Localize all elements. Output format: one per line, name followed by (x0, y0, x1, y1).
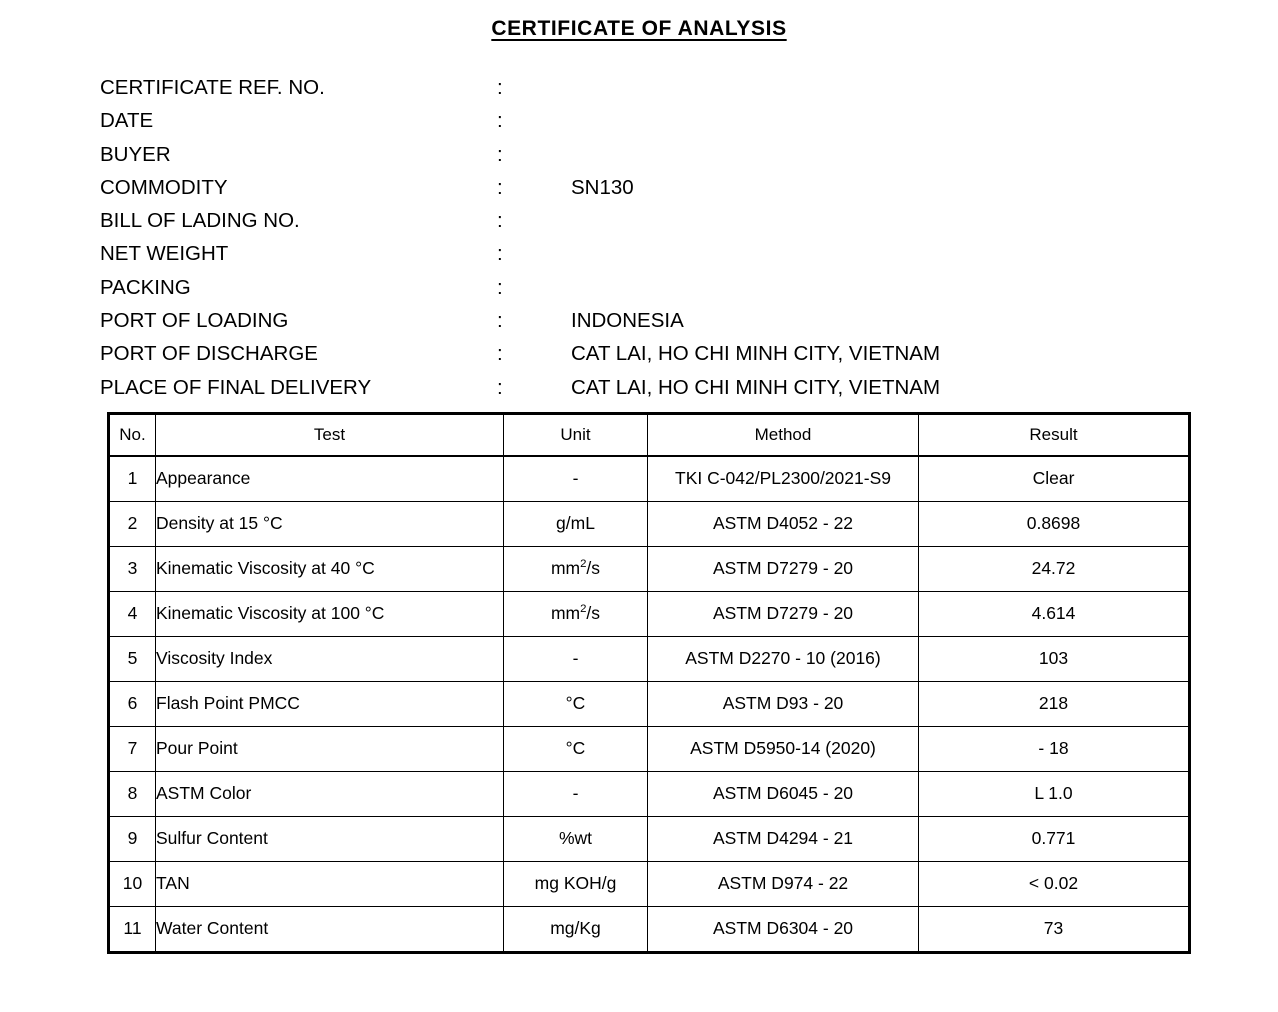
cell-no: 8 (109, 771, 156, 816)
cell-method: ASTM D93 - 20 (648, 681, 919, 726)
table-header-row (109, 413, 1190, 456)
header-field-label: PACKING (100, 275, 191, 299)
table-row (109, 546, 1190, 591)
results-table (107, 412, 1191, 954)
cell-test: Sulfur Content (156, 816, 504, 861)
cell-no: 11 (109, 906, 156, 952)
column-header: Result (919, 413, 1190, 456)
cell-unit: - (504, 456, 648, 502)
cell-result: 24.72 (919, 546, 1190, 591)
header-field-row (100, 204, 1278, 237)
cell-result: - 18 (919, 726, 1190, 771)
header-field-row (100, 304, 1278, 337)
header-field-label: BILL OF LADING NO. (100, 209, 300, 233)
cell-unit: g/mL (504, 501, 648, 546)
table-row (109, 816, 1190, 861)
cell-result: 0.771 (919, 816, 1190, 861)
table-row (109, 861, 1190, 906)
cell-method: ASTM D6304 - 20 (648, 906, 919, 952)
cell-method: ASTM D2270 - 10 (2016) (648, 636, 919, 681)
cell-unit: °C (504, 681, 648, 726)
cell-test: Flash Point PMCC (156, 681, 504, 726)
cell-method: ASTM D4052 - 22 (648, 501, 919, 546)
header-field-row (100, 138, 1278, 171)
cell-method: ASTM D4294 - 21 (648, 816, 919, 861)
cell-no: 4 (109, 591, 156, 636)
header-field-separator: : (497, 275, 503, 299)
table-row (109, 771, 1190, 816)
cell-result: 218 (919, 681, 1190, 726)
header-field-value: SN130 (571, 175, 634, 199)
cell-unit: °C (504, 726, 648, 771)
cell-no: 10 (109, 861, 156, 906)
header-field-label: DATE (100, 109, 154, 133)
cell-result: 73 (919, 906, 1190, 952)
column-header: Method (648, 413, 919, 456)
header-field-row (100, 337, 1278, 370)
column-header: Unit (504, 413, 648, 456)
column-header: No. (109, 413, 156, 456)
header-field-row (100, 237, 1278, 270)
table-row (109, 906, 1190, 952)
cell-result: L 1.0 (919, 771, 1190, 816)
header-field-row (100, 371, 1278, 404)
cell-result: < 0.02 (919, 861, 1190, 906)
header-field-label: PORT OF DISCHARGE (100, 342, 318, 366)
header-field-separator: : (497, 375, 503, 399)
header-field-separator: : (497, 142, 503, 166)
cell-no: 3 (109, 546, 156, 591)
cell-unit: %wt (504, 816, 648, 861)
cell-no: 5 (109, 636, 156, 681)
header-field-separator: : (497, 309, 503, 333)
cell-unit: $mm^2/s$ (504, 591, 648, 636)
cell-test: ASTM Color (156, 771, 504, 816)
cell-unit: mg KOH/g (504, 861, 648, 906)
cell-test: Appearance (156, 456, 504, 502)
certificate-header-fields (0, 71, 1278, 404)
cell-test: Kinematic Viscosity at 100 °C (156, 591, 504, 636)
table-row (109, 591, 1190, 636)
cell-result: 0.8698 (919, 501, 1190, 546)
header-field-value: CAT LAI, HO CHI MINH CITY, VIETNAM (571, 375, 941, 399)
cell-unit: - (504, 771, 648, 816)
column-header: Test (156, 413, 504, 456)
cell-method: ASTM D6045 - 20 (648, 771, 919, 816)
header-field-value: INDONESIA (571, 309, 684, 333)
header-field-label: BUYER (100, 142, 171, 166)
results-table-body (109, 456, 1190, 953)
page-title: CERTIFICATE OF ANALYSIS (491, 17, 787, 40)
table-row (109, 501, 1190, 546)
cell-unit: $mm^2/s$ (504, 546, 648, 591)
table-row (109, 636, 1190, 681)
cell-result: 103 (919, 636, 1190, 681)
cell-no: 2 (109, 501, 156, 546)
header-field-label: PORT OF LOADING (100, 309, 289, 333)
results-table-head (109, 413, 1190, 456)
header-field-label: CERTIFICATE REF. NO. (100, 76, 325, 99)
cell-test: Viscosity Index (156, 636, 504, 681)
cell-no: 7 (109, 726, 156, 771)
cell-method: ASTM D974 - 22 (648, 861, 919, 906)
cell-result: 4.614 (919, 591, 1190, 636)
header-field-separator: : (497, 76, 503, 99)
table-row (109, 726, 1190, 771)
header-field-separator: : (497, 175, 503, 199)
header-field-row (100, 71, 1278, 104)
header-field-row (100, 171, 1278, 204)
header-field-value: CAT LAI, HO CHI MINH CITY, VIETNAM (571, 342, 941, 366)
header-field-row (100, 271, 1278, 304)
cell-test: TAN (156, 861, 504, 906)
cell-test: Pour Point (156, 726, 504, 771)
cell-result: Clear (919, 456, 1190, 502)
header-field-label: PLACE OF FINAL DELIVERY (100, 375, 372, 399)
cell-test: Water Content (156, 906, 504, 952)
header-field-label: COMMODITY (100, 175, 228, 199)
header-field-separator: : (497, 109, 503, 133)
header-field-row (100, 104, 1278, 137)
results-table-container (0, 412, 1278, 954)
header-field-separator: : (497, 242, 503, 266)
table-row (109, 681, 1190, 726)
cell-test: Kinematic Viscosity at 40 °C (156, 546, 504, 591)
header-field-separator: : (497, 209, 503, 233)
cell-method: ASTM D7279 - 20 (648, 591, 919, 636)
table-row (109, 456, 1190, 502)
cell-unit: - (504, 636, 648, 681)
cell-test: Density at 15 °C (156, 501, 504, 546)
cell-no: 6 (109, 681, 156, 726)
cell-method: ASTM D5950-14 (2020) (648, 726, 919, 771)
header-field-label: NET WEIGHT (100, 242, 229, 266)
cell-method: TKI C-042/PL2300/2021-S9 (648, 456, 919, 502)
cell-no: 1 (109, 456, 156, 502)
cell-no: 9 (109, 816, 156, 861)
header-field-separator: : (497, 342, 503, 366)
cell-method: ASTM D7279 - 20 (648, 546, 919, 591)
cell-unit: mg/Kg (504, 906, 648, 952)
